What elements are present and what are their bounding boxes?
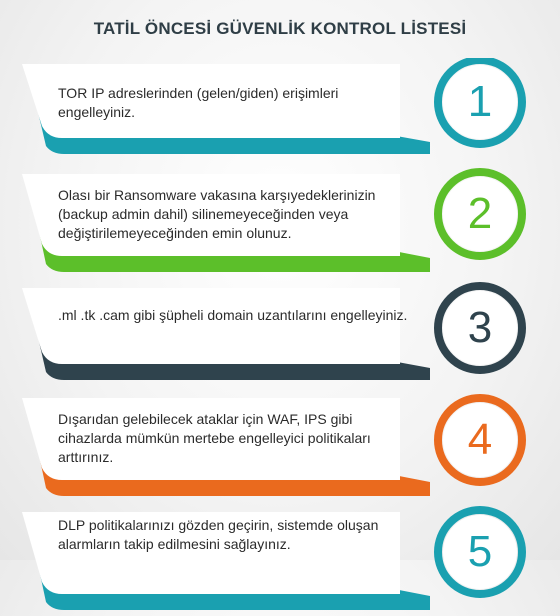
item-text: Dışarıdan gelebilecek ataklar için WAF, IPS gibi cihazlarda mümkün mertebe engelleyici politikaları arttırınız. [58,411,371,465]
item-number: 3 [467,303,493,352]
checklist-item-1 [0,58,560,168]
item-text: TOR IP adreslerinden (gelen/giden) erişimleri engelleyiniz. [58,85,339,120]
ribbon-card [22,288,400,364]
checklist-item-4 [0,392,560,502]
page-title: TATİL ÖNCESİ GÜVENLİK KONTROL LİSTESİ [93,19,467,38]
checklist-item-5 [0,506,560,616]
item-number: 1 [467,77,493,126]
item-text: .ml .tk .cam gibi şüpheli domain uzantılarını engelleyiniz. [58,307,408,323]
checklist-item-2 [0,168,560,278]
item-number: 4 [467,415,493,464]
checklist-item-3 [0,282,560,392]
item-text: Olası bir Ransomware vakasına karşıyedeklerinizin (backup admin dahil) silinemeyeceğinden veya değiştirilemeyeceğinden emin olunuz. [58,187,376,241]
item-number: 2 [467,189,493,238]
item-number: 5 [467,527,493,576]
item-text: DLP politikalarınızı gözden geçirin, sistemde oluşan alarmların takip edilmesini sağlayınız. [58,517,379,552]
